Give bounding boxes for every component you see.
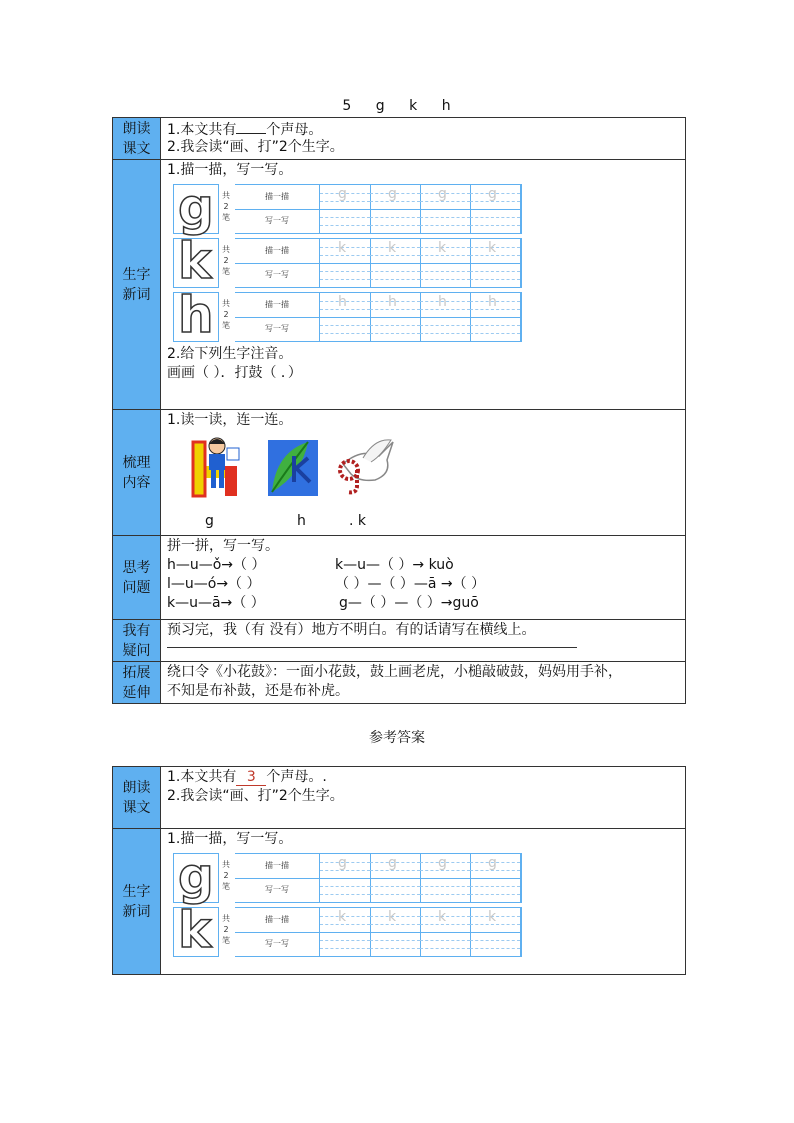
- answer-chars-line-1: 1.描一描，写一写。: [167, 831, 293, 847]
- faint-letter: g: [438, 186, 447, 202]
- answer-title: 参考答案: [369, 730, 425, 746]
- practice-cell[interactable]: [470, 854, 521, 902]
- label-line: 问题: [122, 579, 151, 596]
- chars-line-2: 2.给下列生字注音。: [167, 346, 293, 362]
- practice-cell[interactable]: [370, 185, 421, 233]
- letter-box: [173, 847, 219, 905]
- read-content: [161, 118, 686, 160]
- practice-rows: [235, 292, 522, 342]
- row-label-trace: 描一描: [235, 293, 320, 318]
- practice-cells: [320, 239, 521, 287]
- practice-cell[interactable]: [420, 185, 471, 233]
- tracing-grids: [167, 178, 679, 344]
- practice-cell[interactable]: [370, 293, 421, 341]
- tracing-grid-h: [173, 286, 523, 344]
- worksheet-title: [0, 98, 794, 114]
- label-line: 我有: [122, 622, 151, 639]
- practice-cells: [320, 185, 521, 233]
- answer-line[interactable]: [167, 641, 577, 648]
- practice-cell[interactable]: [470, 293, 521, 341]
- tracing-grid-g: [173, 847, 523, 905]
- boy-h-picture-icon[interactable]: [187, 434, 249, 498]
- letter-box: [173, 286, 219, 344]
- answer-read-line-2: 2.我会读“画、打”2个生字。: [167, 788, 344, 804]
- label-line: 朗读: [122, 779, 151, 796]
- row-label-trace: 描一描: [235, 908, 320, 933]
- tracing-grid-k: [173, 232, 523, 290]
- faint-letter: h: [338, 294, 347, 310]
- label-line: 拓展: [122, 664, 151, 681]
- faint-letter: k: [488, 240, 497, 256]
- section-label-sort: [113, 410, 161, 536]
- letter-box: [173, 901, 219, 959]
- outline-letter: k: [178, 232, 212, 290]
- practice-cell[interactable]: [320, 185, 371, 233]
- practice-rows: [235, 907, 522, 957]
- answer-table: [112, 766, 686, 975]
- practice-cell[interactable]: [320, 293, 371, 341]
- sort-content: [161, 410, 686, 536]
- label-line: 朗读: [122, 120, 151, 137]
- extend-content: [161, 662, 686, 704]
- faint-letter: h: [388, 294, 397, 310]
- stroke-count: 共 2 笔: [222, 860, 230, 891]
- practice-cell[interactable]: [320, 908, 371, 956]
- section-label-read: [113, 118, 161, 160]
- row-label-write: 写一写: [235, 878, 320, 902]
- chars-line-3: 画画（ ）．打鼓（ ．）: [167, 365, 302, 381]
- row-label-trace: 描一描: [235, 239, 320, 264]
- practice-rows: [235, 853, 522, 903]
- practice-cells: [320, 293, 521, 341]
- dove-g-picture-icon[interactable]: [335, 434, 397, 498]
- doubt-line-1: 预习完，我（有 没有）地方不明白。有的话请写在横线上。: [167, 622, 536, 638]
- faint-letter: h: [438, 294, 447, 310]
- pinyin-exercise[interactable]: l—u—ó→（ ）: [167, 576, 261, 592]
- label-line: 课文: [122, 140, 151, 157]
- practice-cell[interactable]: [370, 908, 421, 956]
- faint-letter: h: [488, 294, 497, 310]
- matching-pictures: [167, 434, 679, 512]
- letter-box: [173, 232, 219, 290]
- row-label-trace: 描一描: [235, 185, 320, 210]
- practice-cell[interactable]: [420, 239, 471, 287]
- chars-line-1: 1.描一描，写一写。: [167, 162, 293, 178]
- lesson-number: 5: [342, 98, 353, 114]
- title-letter-k: k: [409, 98, 419, 114]
- faint-letter: g: [488, 186, 497, 202]
- row-label-write: 写一写: [235, 263, 320, 287]
- practice-cell[interactable]: [470, 908, 521, 956]
- think-content: [161, 536, 686, 620]
- think-line-1: 拼一拼，写一写。: [167, 538, 279, 554]
- row-label-trace: 描一描: [235, 854, 320, 879]
- pinyin-exercise[interactable]: k—u—（ ）→ kuò: [335, 557, 454, 573]
- row-label-write: 写一写: [235, 209, 320, 233]
- option-k[interactable]: . k: [349, 513, 367, 529]
- practice-cell[interactable]: [320, 239, 371, 287]
- faint-letter: g: [338, 186, 347, 202]
- option-g[interactable]: g: [205, 513, 214, 529]
- stroke-count: 共 2 笔: [222, 914, 230, 945]
- faint-letter: g: [388, 855, 397, 871]
- label-line: 疑问: [122, 642, 151, 659]
- row-label-write: 写一写: [235, 317, 320, 341]
- section-label-doubt: [113, 620, 161, 662]
- outline-letter: k: [178, 901, 212, 959]
- faint-letter: g: [438, 855, 447, 871]
- faint-letter: k: [438, 240, 447, 256]
- practice-cell[interactable]: [470, 185, 521, 233]
- faint-letter: k: [338, 909, 347, 925]
- label-line: 思考: [122, 559, 151, 576]
- answer-chars-content: [161, 829, 686, 975]
- practice-cell[interactable]: [320, 854, 371, 902]
- faint-letter: k: [338, 240, 347, 256]
- text: 1.本文共有: [167, 769, 237, 785]
- title-letter-h: h: [441, 98, 452, 114]
- practice-rows: [235, 238, 522, 288]
- practice-cell[interactable]: [470, 239, 521, 287]
- label-line: 新词: [122, 903, 151, 920]
- faint-letter: k: [488, 909, 497, 925]
- stroke-count: 共 2 笔: [222, 299, 230, 330]
- read-line-2: 2.我会读“画、打”2个生字。: [167, 139, 344, 155]
- practice-cell[interactable]: [370, 854, 421, 902]
- letter-box: [173, 178, 219, 236]
- faint-letter: k: [388, 909, 397, 925]
- answer-label-chars: [113, 829, 161, 975]
- leaf-k-picture-icon[interactable]: [262, 434, 324, 498]
- faint-letter: k: [388, 240, 397, 256]
- text: 1.本文共有: [167, 122, 237, 138]
- outline-letter: g: [178, 178, 214, 236]
- outline-letter: h: [178, 286, 214, 344]
- outline-letter: g: [178, 847, 214, 905]
- section-label-extend: [113, 662, 161, 704]
- row-label-write: 写一写: [235, 932, 320, 956]
- practice-cell[interactable]: [420, 908, 471, 956]
- practice-cells: [320, 908, 521, 956]
- section-label-think: [113, 536, 161, 620]
- label-line: 新词: [122, 286, 151, 303]
- faint-letter: k: [438, 909, 447, 925]
- extend-line-1: 绕口令《小花鼓》：一面小花鼓，鼓上画老虎，小槌敲破鼓，妈妈用手补，: [167, 664, 622, 680]
- label-line: 课文: [122, 799, 151, 816]
- pinyin-exercise[interactable]: h—u—ǒ→（ ）: [167, 557, 266, 573]
- doubt-content: [161, 620, 686, 662]
- faint-letter: g: [388, 186, 397, 202]
- extend-line-2: 不知是布补鼓，还是布补虎。: [167, 683, 349, 699]
- tracing-grid-g: [173, 178, 523, 236]
- label-line: 内容: [122, 474, 151, 491]
- pinyin-exercise[interactable]: g—（ ）—（ ）→guō: [339, 595, 479, 611]
- title-letter-g: g: [375, 98, 386, 114]
- answer-value: 3: [236, 769, 266, 786]
- pinyin-row-3: [167, 594, 679, 613]
- pinyin-exercise[interactable]: （ ）—（ ）—ā →（ ）: [335, 576, 486, 592]
- practice-cell[interactable]: [420, 293, 471, 341]
- answer-label-read: [113, 767, 161, 829]
- read-line-1: [167, 119, 679, 138]
- worksheet-table: [112, 117, 686, 704]
- answer-read-content: [161, 767, 686, 829]
- pinyin-exercise[interactable]: k—u—ā→（ ）: [167, 595, 265, 611]
- matching-letters: [167, 512, 679, 531]
- practice-cell[interactable]: [420, 854, 471, 902]
- option-h[interactable]: h: [297, 513, 306, 529]
- practice-cells: [320, 854, 521, 902]
- sort-line-1: 1.读一读，连一连。: [167, 412, 293, 428]
- label-line: 生字: [122, 883, 151, 900]
- text: 个声母。: [266, 122, 323, 138]
- practice-cell[interactable]: [370, 239, 421, 287]
- label-line: 延伸: [122, 684, 151, 701]
- faint-letter: g: [338, 855, 347, 871]
- label-line: 梳理: [122, 454, 151, 471]
- practice-rows: [235, 184, 522, 234]
- pinyin-row-1: [167, 556, 679, 575]
- answer-read-line-1: [167, 768, 679, 787]
- stroke-count: 共 2 笔: [222, 245, 230, 276]
- tracing-grid-k: [173, 901, 523, 959]
- label-line: 生字: [122, 266, 151, 283]
- answer-tracing-grids: [167, 847, 679, 959]
- faint-letter: g: [488, 855, 497, 871]
- answer-blank[interactable]: [236, 119, 266, 134]
- text: 个声母。.: [266, 769, 327, 785]
- pinyin-row-2: [167, 575, 679, 594]
- chars-content: [161, 160, 686, 410]
- stroke-count: 共 2 笔: [222, 191, 230, 222]
- section-label-chars: [113, 160, 161, 410]
